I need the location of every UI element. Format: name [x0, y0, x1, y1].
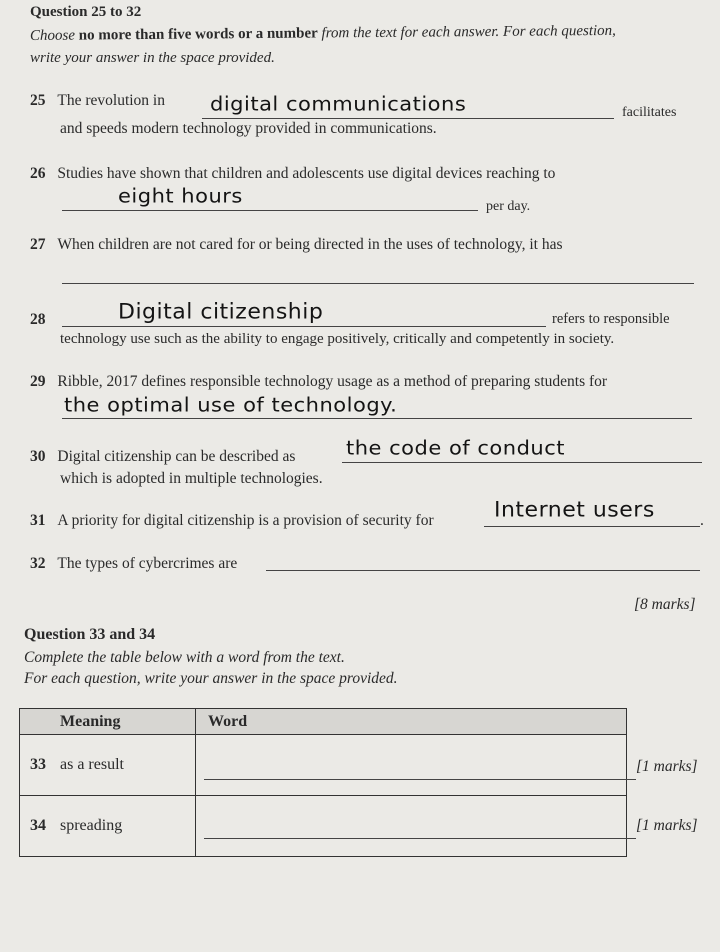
answer-table — [19, 708, 627, 857]
question-text: facilitates — [622, 105, 677, 120]
question-number: 33 — [30, 756, 46, 773]
question-text: which is adopted in multiple technologies. — [60, 470, 323, 487]
question-27 — [30, 236, 563, 254]
answer-line[interactable] — [62, 210, 478, 211]
marks-total: [8 marks] — [634, 596, 696, 613]
question-31 — [30, 512, 434, 530]
question-number: 28 — [30, 311, 46, 328]
handwritten-answer-29: the optimal use of technology. — [64, 393, 398, 417]
question-32 — [30, 555, 237, 573]
answer-line[interactable] — [204, 779, 636, 780]
section-heading: Question 25 to 32 — [30, 4, 142, 20]
handwritten-answer-28: Digital citizenship — [118, 300, 324, 325]
meaning-text: as a result — [60, 756, 124, 773]
question-number: 29 — [30, 373, 46, 390]
instr-text: Choose — [29, 27, 79, 44]
answer-line[interactable] — [62, 326, 546, 327]
meaning-cell — [20, 735, 196, 796]
question-number: 34 — [30, 817, 46, 834]
question-25 — [30, 92, 165, 110]
period: . — [700, 512, 704, 529]
question-text: A priority for digital citizenship is a provision of security for — [57, 512, 434, 529]
answer-line[interactable] — [342, 462, 702, 463]
answer-line[interactable] — [266, 570, 700, 571]
question-number: 31 — [30, 512, 46, 529]
instr-bold-text: no more than five words or a number — [78, 25, 318, 44]
section2-instruction: For each question, write your answer in the space provided. — [24, 670, 398, 687]
question-text: refers to responsible — [552, 311, 670, 327]
handwritten-answer-30: the code of conduct — [346, 436, 565, 460]
question-text: When children are not cared for or being directed in the uses of technology, it has — [57, 236, 563, 253]
section2-heading: Question 33 and 34 — [24, 626, 156, 643]
answer-line[interactable] — [484, 526, 700, 527]
question-number: 27 — [30, 236, 46, 253]
section-instructions — [30, 23, 616, 45]
question-number: 32 — [30, 555, 46, 572]
section-instructions-line2: write your answer in the space provided. — [30, 50, 275, 66]
handwritten-answer-26: eight hours — [118, 184, 243, 208]
column-header-meaning: Meaning — [20, 709, 196, 735]
question-26 — [30, 165, 555, 183]
question-number: 25 — [30, 92, 46, 109]
row-marks: [1 marks] — [636, 817, 698, 834]
question-text: Studies have shown that children and adolescents use digital devices reaching to — [57, 165, 556, 182]
answer-line[interactable] — [62, 418, 692, 419]
section2-instruction: Complete the table below with a word from the text. — [24, 649, 345, 666]
table-header-row — [20, 709, 627, 735]
question-number: 26 — [30, 165, 46, 182]
instr-text: from the text for each answer. For each question, — [317, 22, 616, 42]
answer-line[interactable] — [202, 118, 614, 119]
table-row — [20, 796, 627, 857]
question-29 — [30, 373, 607, 391]
handwritten-answer-31: Internet users — [494, 498, 655, 523]
question-text: per day. — [486, 199, 531, 214]
word-cell[interactable] — [196, 796, 627, 857]
answer-line[interactable] — [62, 283, 694, 284]
question-text: and speeds modern technology provided in communications. — [60, 120, 437, 137]
meaning-cell — [20, 796, 196, 857]
meaning-text: spreading — [60, 817, 123, 834]
question-30 — [30, 448, 295, 466]
table-row — [20, 735, 627, 796]
word-cell[interactable] — [196, 735, 627, 796]
row-marks: [1 marks] — [636, 758, 698, 775]
question-text: Digital citizenship can be described as — [57, 448, 296, 465]
question-text: technology use such as the ability to engage positively, critically and competently in society. — [60, 331, 615, 347]
handwritten-answer-25: digital communications — [210, 92, 467, 116]
question-number: 30 — [30, 448, 46, 465]
question-text: The revolution in — [57, 92, 165, 109]
question-text: Ribble, 2017 defines responsible technology usage as a method of preparing students for — [57, 373, 608, 390]
column-header-word: Word — [196, 709, 627, 735]
question-28 — [30, 311, 46, 329]
question-text: The types of cybercrimes are — [57, 555, 238, 572]
answer-line[interactable] — [204, 838, 636, 839]
